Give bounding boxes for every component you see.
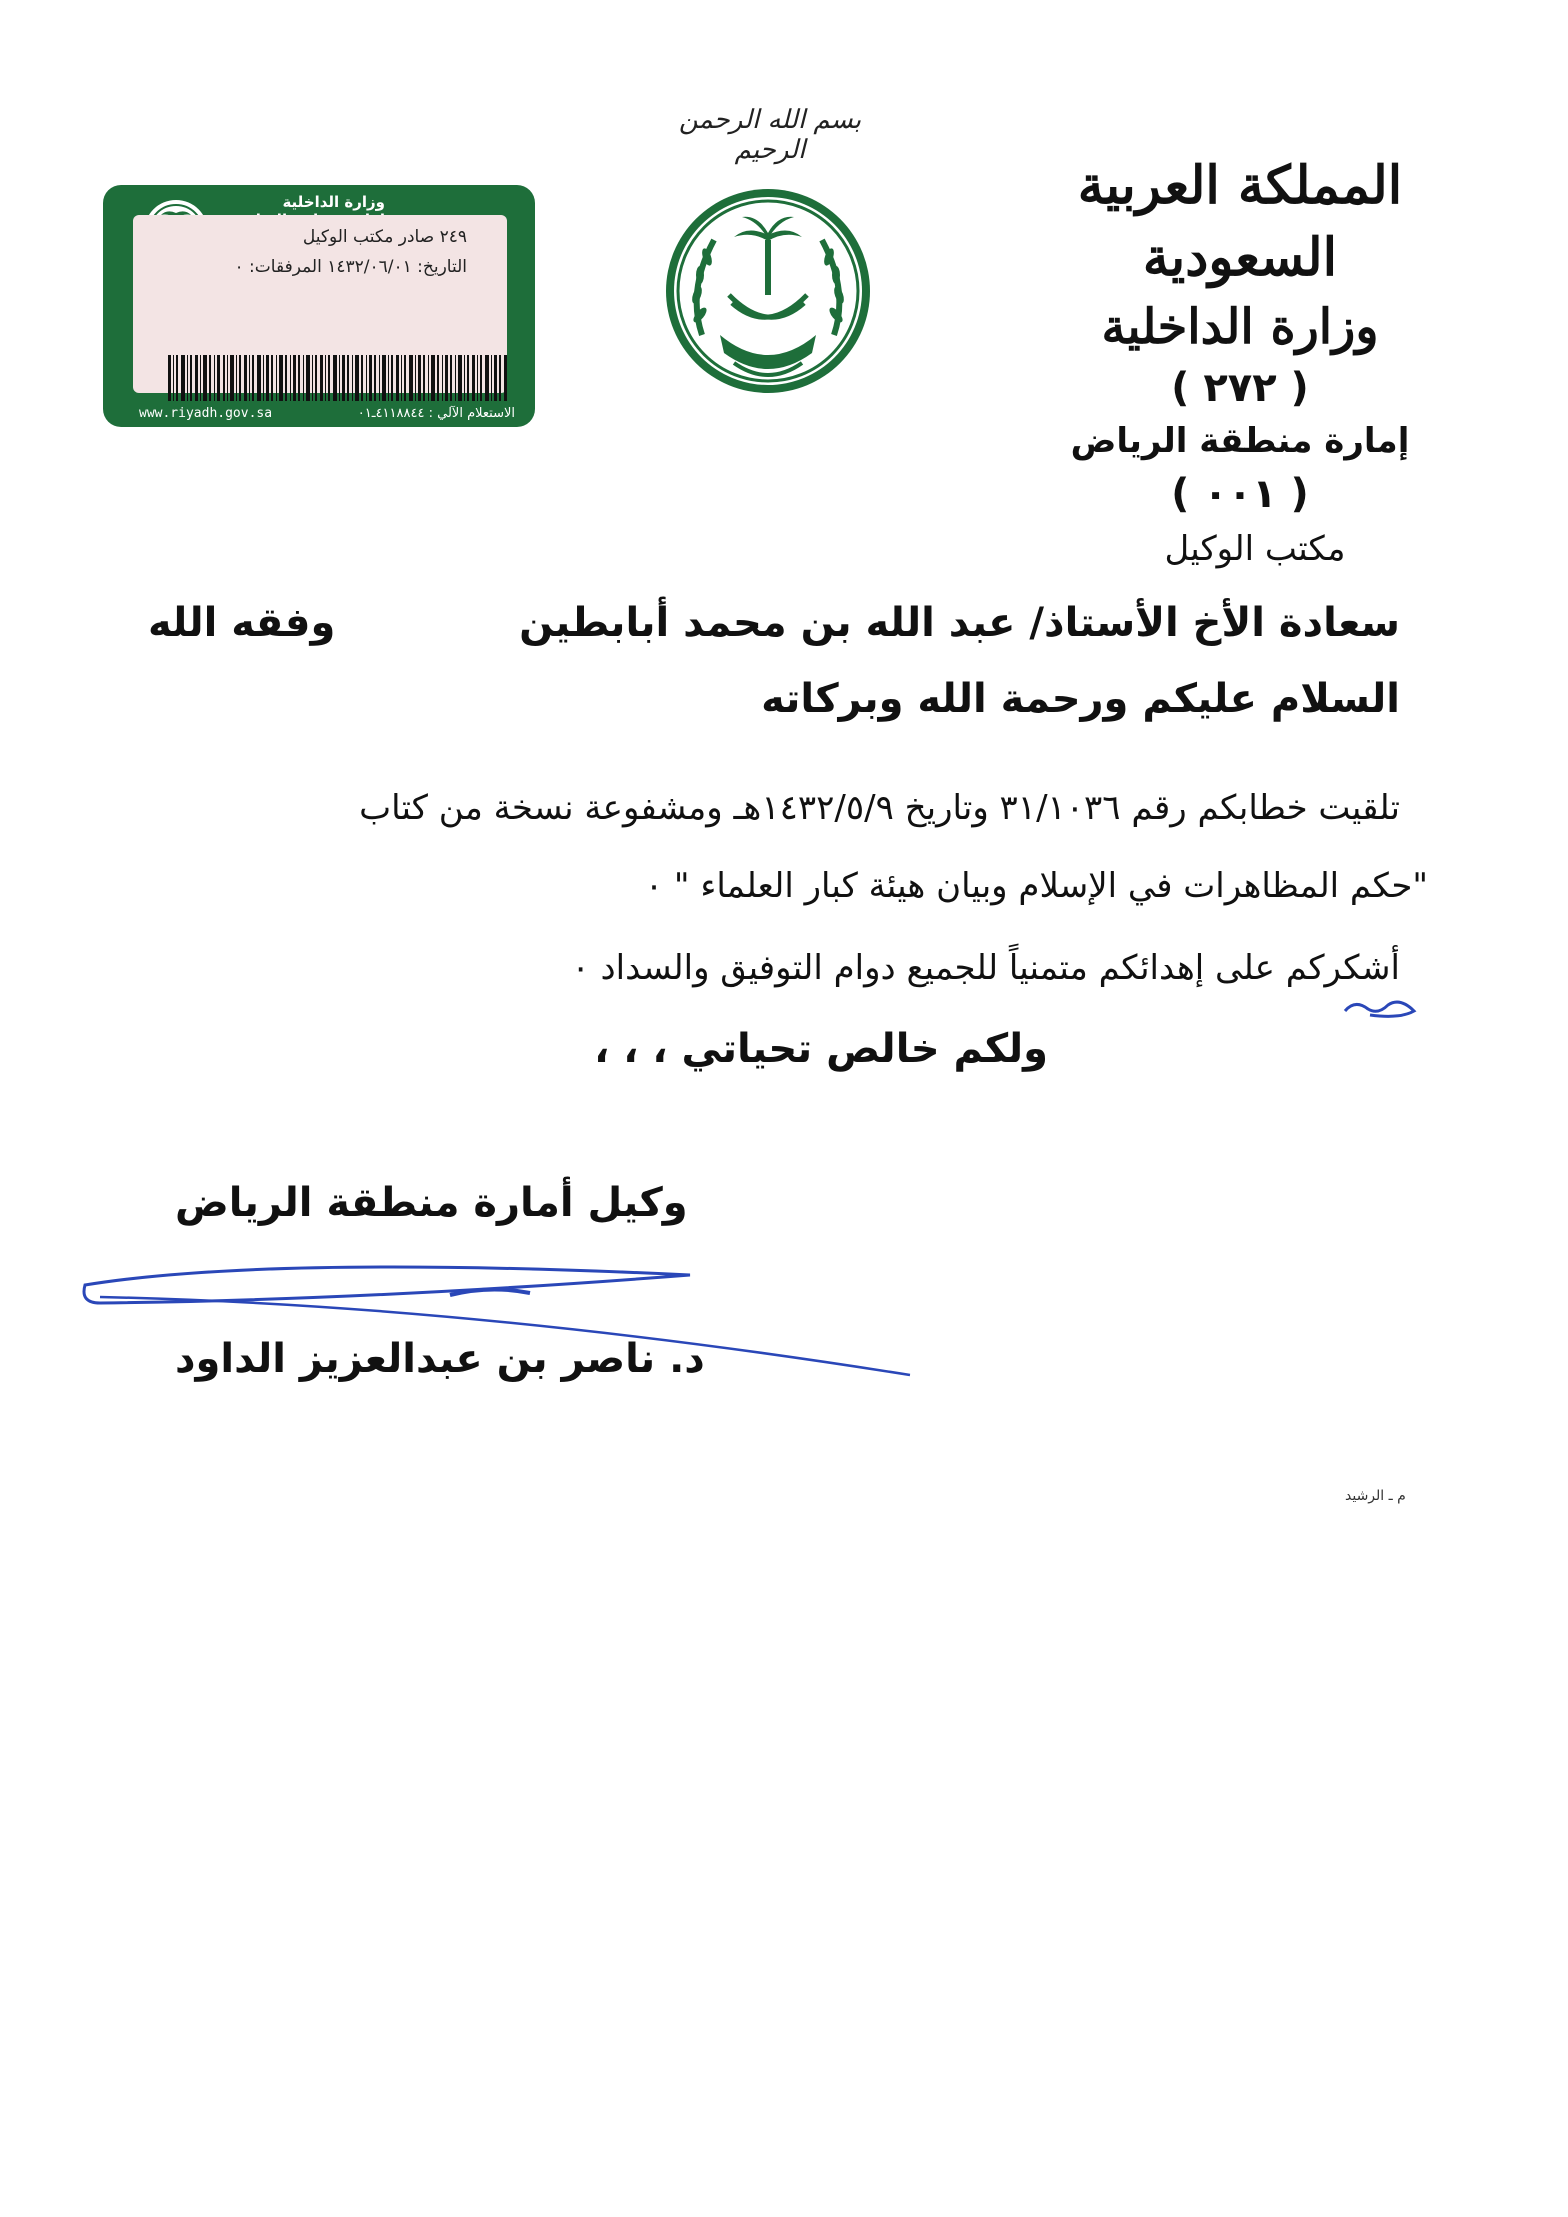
label-issued: ٢٤٩ صادر مكتب الوكيل bbox=[302, 227, 467, 247]
ministry-name: وزارة الداخلية bbox=[1101, 299, 1379, 355]
greeting: السلام عليكم ورحمة الله وبركاته bbox=[761, 676, 1400, 722]
office-name: مكتب الوكيل bbox=[1164, 529, 1346, 569]
typist-initials: م ـ الرشيد bbox=[1345, 1488, 1406, 1504]
paragraph-line-3: أشكركم على إهدائكم متمنياً للجميع دوام التوفيق والسداد ٠ bbox=[571, 948, 1400, 988]
barcode bbox=[168, 355, 508, 401]
basmala: بسم الله الرحمن الرحيم bbox=[678, 105, 862, 165]
saudi-emblem-icon bbox=[662, 185, 874, 397]
ministry-number: ( ٢٧٢ ) bbox=[1171, 365, 1309, 411]
initial-mark-icon bbox=[1340, 993, 1420, 1023]
registration-label bbox=[103, 185, 535, 427]
addressee: سعادة الأخ الأستاذ/ عبد الله بن محمد أبابطين bbox=[519, 600, 1400, 646]
label-inquiry: الاستعلام الآلي : ٤١١٨٨٤٤ـ٠١ bbox=[357, 406, 515, 421]
kingdom-name: المملكة العربية السعودية bbox=[1077, 155, 1403, 288]
label-body bbox=[133, 215, 507, 393]
signer-name: د. ناصر بن عبدالعزيز الداود bbox=[175, 1336, 705, 1382]
label-website: www.riyadh.gov.sa bbox=[139, 406, 273, 421]
paragraph-line-1: تلقيت خطابكم رقم ٣١/١٠٣٦ وتاريخ ١٤٣٢/٥/٩هـ ومشفوعة نسخة من كتاب bbox=[359, 788, 1400, 828]
label-ministry: وزارة الداخلية bbox=[282, 193, 385, 211]
regards: ولكم خالص تحياتي ، ، ، bbox=[594, 1026, 1048, 1072]
emirate-number: ( ٠٠١ ) bbox=[1171, 471, 1309, 517]
closing-blessing: وفقه الله bbox=[148, 600, 336, 646]
label-date-attachments: التاريخ: ١٤٣٢/٠٦/٠١ المرفقات: ٠ bbox=[234, 257, 467, 277]
signer-title: وكيل أمارة منطقة الرياض bbox=[175, 1180, 688, 1226]
emirate-name: إمارة منطقة الرياض bbox=[1070, 421, 1410, 461]
paragraph-line-2: "حكم المظاهرات في الإسلام وبيان هيئة كبار العلماء " ٠ bbox=[644, 866, 1428, 906]
letterhead bbox=[1030, 150, 1450, 576]
